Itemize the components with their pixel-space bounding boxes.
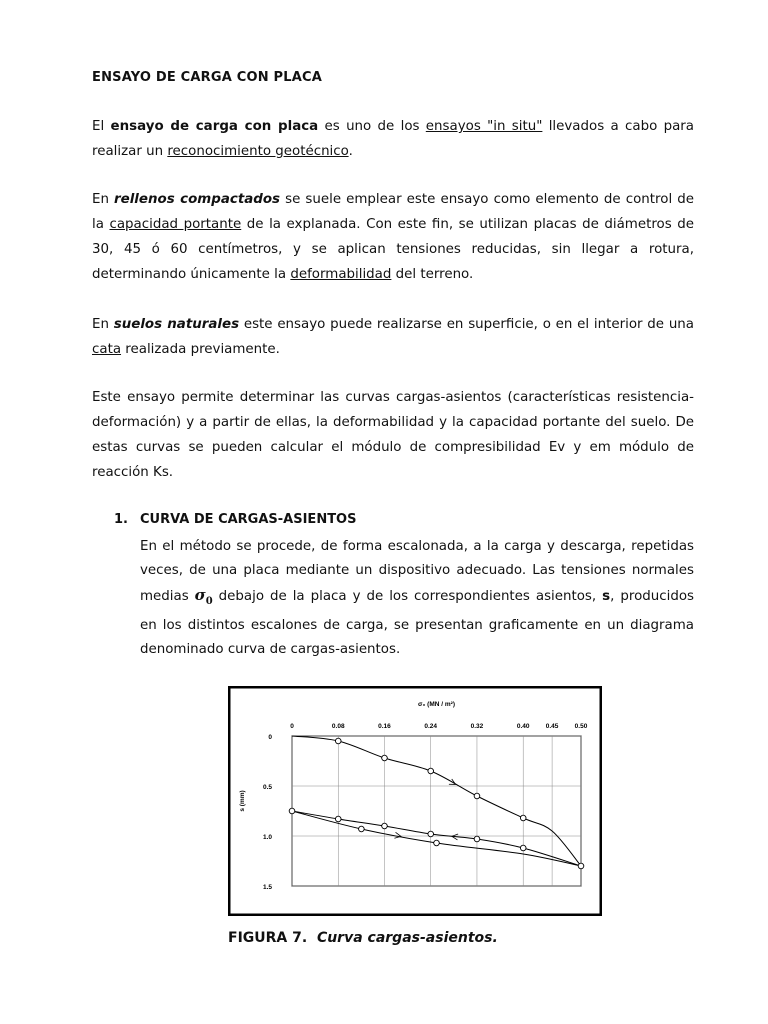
link-cata[interactable]: cata — [92, 342, 122, 357]
section-number: 1. — [114, 512, 128, 527]
data-point-marker — [474, 793, 480, 799]
y-tick-label: 0.5 — [262, 784, 272, 791]
bold-italic-term: suelos naturales — [113, 317, 240, 332]
link-deformabilidad[interactable]: deformabilidad — [290, 267, 392, 282]
link-capacidad-portante[interactable]: capacidad portante — [109, 217, 242, 232]
section-body: En el método se procede, de forma escalonada, a la carga y descarga, repetidas veces, de una placa mediante un dispositivo adecuado. Las tensiones normales medias $\sigma_0$ debajo de la placa y de los correspondientes asientos, s, producidos en los distintos escalones de carga, se presentan graficamente en un diagrama denominado curva de cargas-asientos. — [140, 539, 695, 657]
link-reconocimiento-geotecnico[interactable]: reconocimiento geotécnico — [167, 144, 349, 159]
x-tick-label: 0.50 — [574, 723, 588, 730]
data-point-marker — [289, 808, 295, 814]
link-ensayos-in-situ[interactable]: ensayos "in situ" — [425, 119, 543, 134]
s-symbol: s — [602, 589, 611, 604]
data-point-marker — [578, 863, 584, 869]
y-tick-label: 1.0 — [262, 834, 272, 841]
data-point-marker — [382, 755, 388, 761]
data-point-marker — [335, 816, 341, 822]
figure-caption: FIGURA 7. Curva cargas-asientos. — [228, 930, 498, 946]
y-tick-label: 0 — [268, 734, 272, 741]
x-tick-label: 0.16 — [378, 723, 391, 730]
x-tick-label: 0.40 — [516, 723, 530, 730]
x-tick-label: 0 — [290, 723, 294, 730]
paragraph-suelos: En suelos naturales este ensayo puede realizarse en superficie, o en el interior de una cata realizada previamente. — [92, 317, 694, 357]
data-point-marker — [335, 738, 341, 744]
y-tick-label: 1.5 — [262, 884, 272, 891]
section-title: 1. CURVA DE CARGAS-ASIENTOS — [114, 512, 357, 527]
x-axis-label: σ₀ (MN / m²) — [418, 701, 455, 708]
data-point-marker — [520, 845, 526, 851]
sigma-symbol: $\sigma_0$ — [194, 586, 213, 607]
data-point-marker — [359, 826, 365, 832]
plot-area — [292, 736, 581, 886]
data-point-marker — [428, 831, 434, 837]
bold-term: ensayo de carga con placa — [110, 119, 319, 134]
data-point-marker — [428, 768, 434, 774]
x-tick-label: 0.08 — [331, 723, 345, 730]
paragraph-curvas: Este ensayo permite determinar las curvas cargas-asientos (características resistencia-deformación) y a partir de ellas, la deformabilidad y la capacidad portante del suelo. De estas curvas se pueden calcular el módulo de compresibilidad Ev y em módulo de reacción Ks. — [92, 390, 694, 480]
x-tick-label: 0.24 — [424, 723, 438, 730]
document-heading: ENSAYO DE CARGA CON PLACA — [92, 70, 323, 85]
paragraph-rellenos: En rellenos compactados se suele emplear este ensayo como elemento de control de la capacidad portante de la explanada. Con este fin, se utilizan placas de diámetros de 30, 45 ó 60 centímetros, y se aplican tensiones reducidas, sin llegar a rotura, determinando únicamente la deformabilidad del terreno. — [92, 192, 695, 282]
bold-italic-term: rellenos compactados — [114, 192, 281, 207]
data-point-marker — [434, 840, 440, 846]
data-point-marker — [382, 823, 388, 829]
y-axis-label: s (mm) — [239, 790, 246, 812]
paragraph-intro: El ensayo de carga con placa es uno de los ensayos "in situ" llevados a cabo para realizar un reconocimiento geotécnico. — [92, 119, 694, 159]
x-tick-label: 0.45 — [545, 723, 559, 730]
series-curve — [292, 736, 581, 866]
data-point-marker — [520, 815, 526, 821]
x-tick-label: 0.32 — [470, 723, 484, 730]
load-settlement-chart — [228, 686, 602, 916]
figure-frame — [229, 687, 601, 915]
data-point-marker — [474, 836, 480, 842]
